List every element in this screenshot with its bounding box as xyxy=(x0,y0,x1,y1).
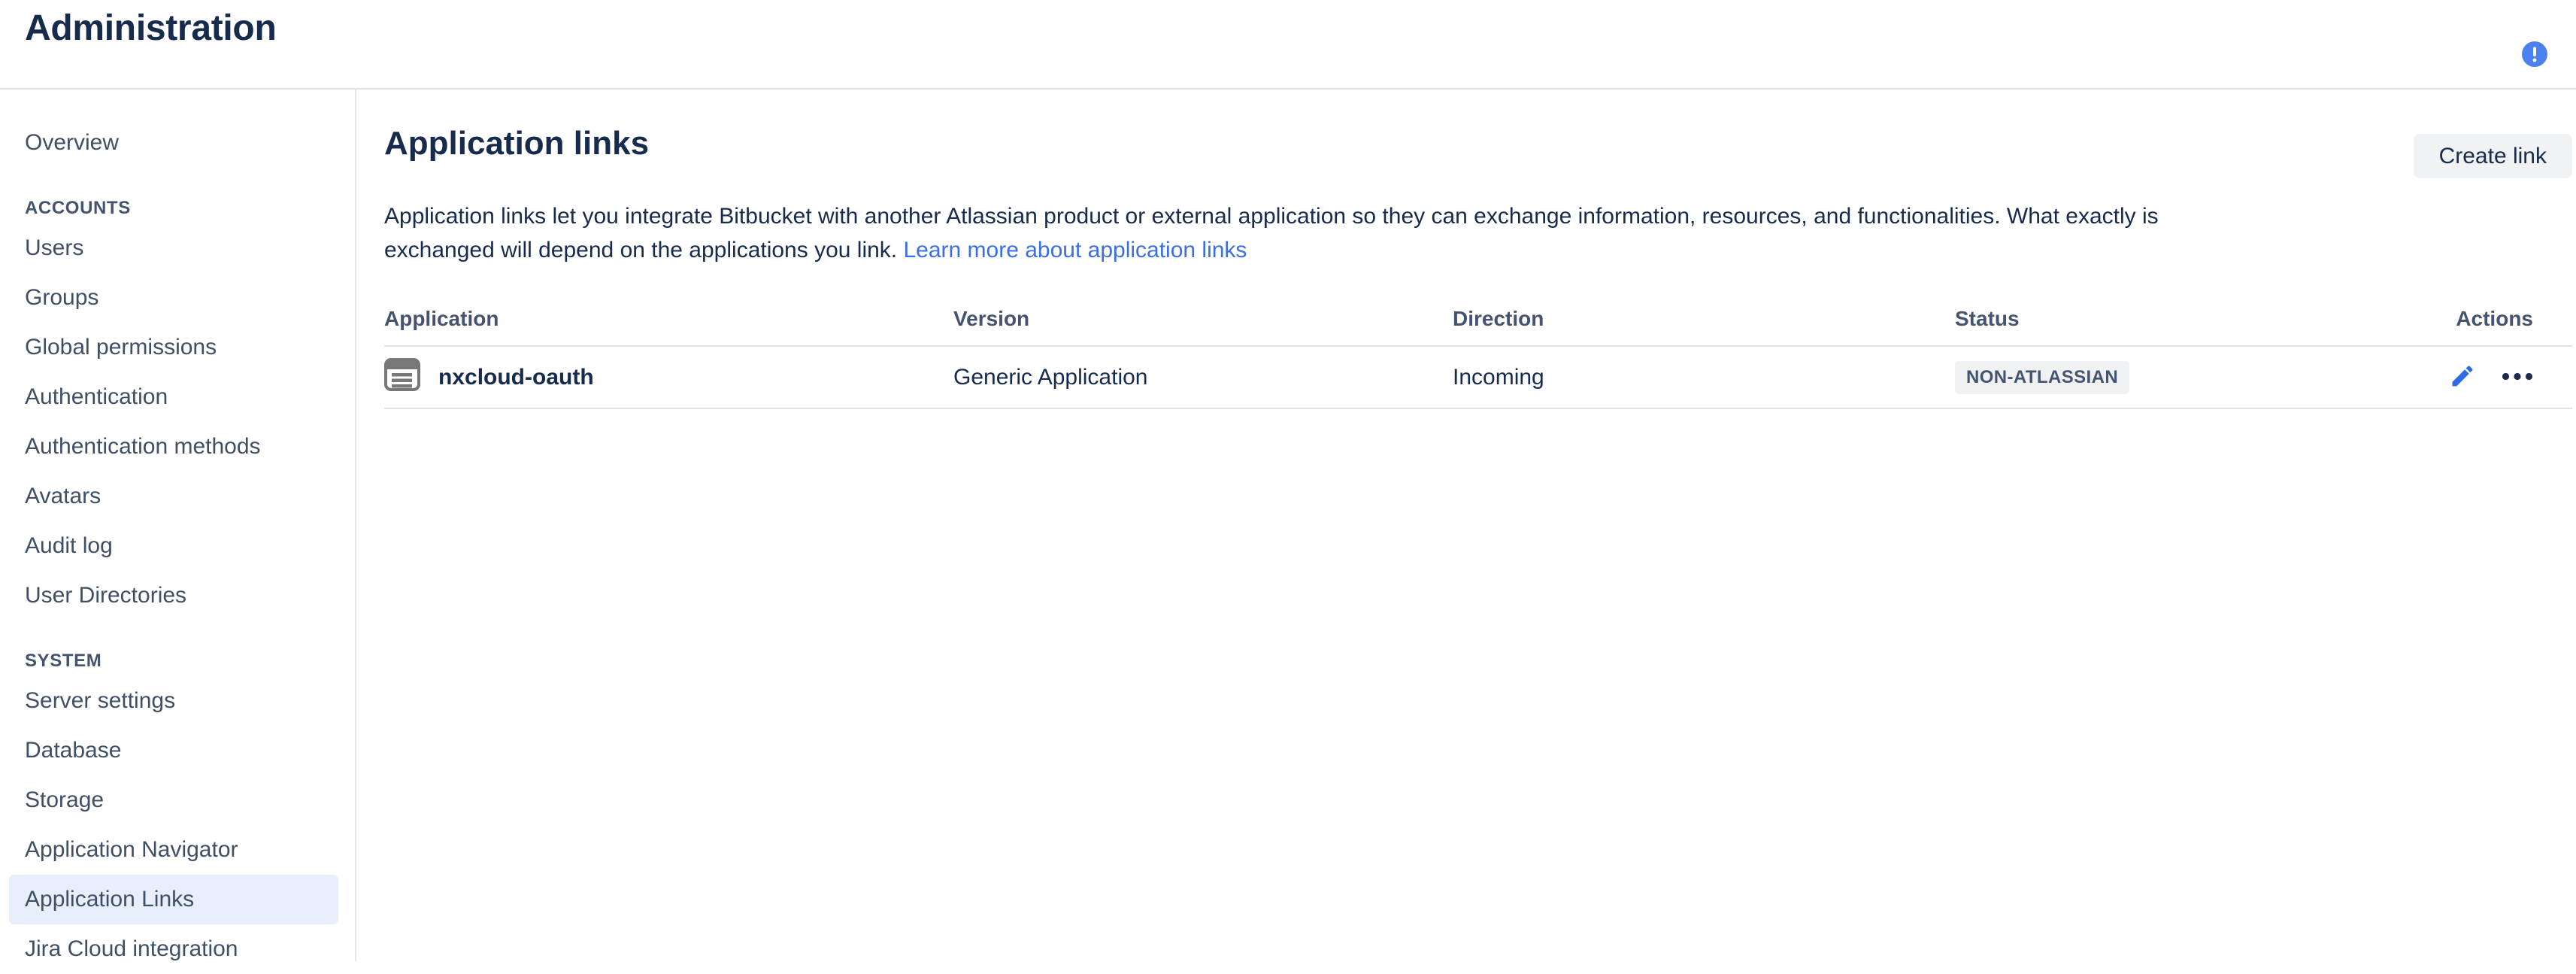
sidebar-item-authentication[interactable]: Authentication xyxy=(25,384,168,409)
sidebar-item-global-permissions[interactable]: Global permissions xyxy=(25,335,217,360)
sidebar-section-system-label: SYSTEM xyxy=(25,651,102,671)
column-header-direction: Direction xyxy=(1453,307,1544,330)
application-links-table xyxy=(384,293,2572,409)
sidebar-item-application-links[interactable]: Application Links xyxy=(9,875,338,924)
more-actions-button[interactable] xyxy=(2502,372,2533,383)
sidebar-item-application-navigator[interactable]: Application Navigator xyxy=(25,837,238,862)
sidebar-item-overview[interactable]: Overview xyxy=(25,130,120,155)
table-row xyxy=(384,347,2572,409)
sidebar-item-users[interactable]: Users xyxy=(25,235,84,260)
section-title: Application links xyxy=(384,125,650,162)
actions-cell xyxy=(2449,363,2572,392)
page-title: Administration xyxy=(25,8,277,48)
sidebar-section-accounts-label: ACCOUNTS xyxy=(25,198,131,218)
application-cell xyxy=(384,358,953,397)
sidebar-item-jira-cloud-integration[interactable]: Jira Cloud integration xyxy=(25,936,238,961)
application-name: nxcloud-oauth xyxy=(438,364,594,390)
column-header-version: Version xyxy=(953,307,1030,330)
create-link-button[interactable]: Create link xyxy=(2414,134,2572,178)
description-text xyxy=(384,199,2189,267)
info-button[interactable] xyxy=(2522,41,2547,67)
status-badge: NON-ATLASSIAN xyxy=(1955,361,2129,394)
admin-header xyxy=(0,0,2576,90)
column-header-status: Status xyxy=(1955,307,2020,330)
main-content xyxy=(356,90,2576,961)
sidebar-item-storage[interactable]: Storage xyxy=(25,787,105,812)
generic-application-icon xyxy=(384,358,420,397)
sidebar-item-audit-log[interactable]: Audit log xyxy=(25,533,113,558)
sidebar-item-groups[interactable]: Groups xyxy=(25,285,99,310)
sidebar-item-database[interactable]: Database xyxy=(25,738,122,763)
sidebar-item-user-directories[interactable]: User Directories xyxy=(25,583,187,608)
learn-more-link[interactable]: Learn more about application links xyxy=(903,238,1247,262)
table-header-row xyxy=(384,293,2572,347)
direction-cell: Incoming xyxy=(1453,364,1544,390)
edit-button[interactable] xyxy=(2449,363,2476,392)
description-body: Application links let you integrate Bitbucket with another Atlassian product or external application so they can exchange information, resources, and functionalities. What exactly is exchanged will depend on the applications you link. xyxy=(384,204,2159,262)
main-header xyxy=(384,126,2572,178)
column-header-actions: Actions xyxy=(2456,307,2533,330)
page-layout xyxy=(0,90,2576,961)
admin-sidebar xyxy=(0,90,356,961)
info-icon xyxy=(2522,58,2547,69)
sidebar-item-server-settings[interactable]: Server settings xyxy=(25,688,176,713)
version-cell: Generic Application xyxy=(953,364,1148,390)
sidebar-item-avatars[interactable]: Avatars xyxy=(25,484,102,508)
more-actions-ellipsis-icon xyxy=(2502,372,2533,383)
status-cell xyxy=(1955,361,2449,394)
sidebar-item-authentication-methods[interactable]: Authentication methods xyxy=(25,434,261,459)
column-header-application: Application xyxy=(384,307,499,330)
edit-pencil-icon xyxy=(2449,363,2476,392)
